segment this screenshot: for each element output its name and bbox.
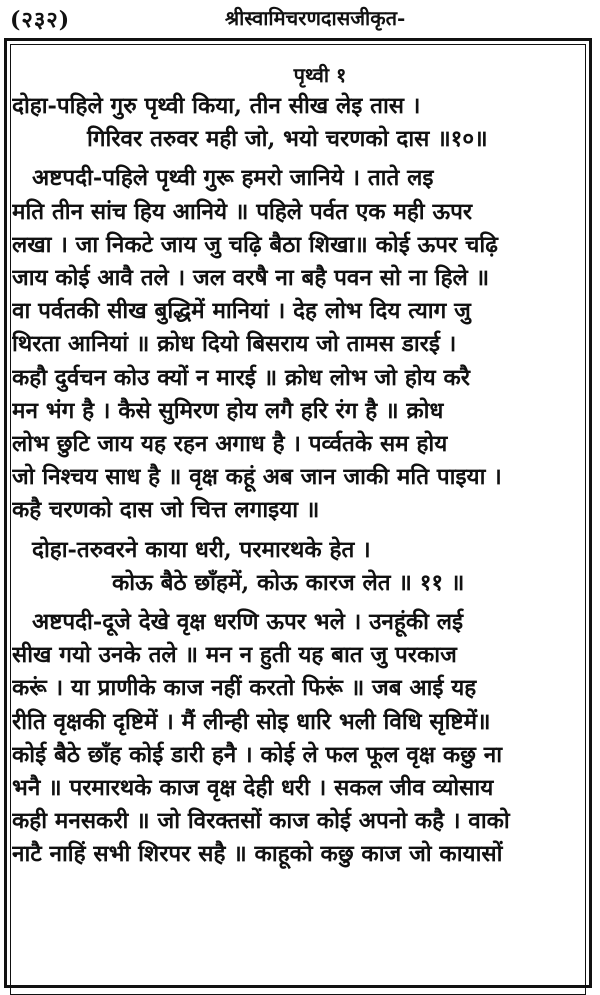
doha-block — [12, 90, 588, 156]
page-number: (२३२) — [10, 7, 71, 33]
text-line: दोहा-तरुवरने काया धरी, परमारथके हेत । — [32, 536, 371, 563]
ashtapadi-block — [12, 162, 588, 527]
text-line: कहै चरणको दास जो चित्त लगाइया ॥ — [12, 497, 320, 524]
text-line: कही मनसकरी ॥ जो विरक्तसों काज कोई अपनो कहै । वाको — [12, 808, 510, 835]
text-line: कहौ दुर्वचन कोउ क्यों न मारई ॥ क्रोध लोभ जो होय करै — [12, 364, 470, 391]
text-line: दोहा-पहिले गुरु पृथ्वी किया, तीन सीख लेइ तास । — [12, 93, 421, 119]
running-title: श्रीस्वामिचरणदासजीकृत- — [225, 6, 406, 30]
text-line: भनै ॥ परमारथके काज वृक्ष देही धरी । सकल जीव व्योसाय — [12, 775, 494, 802]
text-line: रीति वृक्षकी दृष्टिमें । मैं लीन्ही सोइ धारि भली विधि सृष्टिमें॥ — [12, 708, 491, 735]
text-line: गिरिवर तरुवर मही जो, भयो चरणको दास ॥१०॥ — [87, 126, 488, 153]
section-title: पृथ्वी १ — [293, 63, 347, 87]
text-line: अष्टपदी-दूजे देखे वृक्ष धरणि ऊपर भले । उनहूंकी लई — [32, 609, 464, 636]
text-line: कोऊ बैठे छाँहमें, कोऊ कारज लेत ॥ ११ ॥ — [112, 569, 465, 596]
text-line: नाटै नाहिं सभी शिरपर सहै ॥ काहूको कछु काज जो कायासों — [12, 841, 503, 868]
text-line: लोभ छुटि जाय यह रहन अगाध है । पर्व्वतके सम होय — [12, 431, 448, 458]
text-line: लखा । जा निकटे जाय जु चढ़ि बैठा शिखा॥ कोई ऊपर चढ़ि — [12, 231, 498, 258]
text-line: मन भंग है । कैसे सुमिरण होय लगै हरि रंग है ॥ क्रोध — [12, 397, 444, 424]
page-header — [0, 0, 600, 38]
text-line: कोई बैठे छाँह कोई डारी हनै । कोई ले फल फूल वृक्ष कछु ना — [12, 741, 503, 768]
page-content — [12, 60, 588, 872]
text-line: वा पर्वतकी सीख बुद्धिमें मानियां । देह लोभ दिय त्याग जु — [12, 298, 471, 325]
text-line: जाय कोई आवै तले । जल वरषै ना बहै पवन सो ना हिले ॥ — [12, 265, 490, 292]
text-line: थिरता आनियां ॥ क्रोध दियो बिसराय जो तामस डारई । — [12, 331, 457, 358]
text-line: मति तीन सांच हिय आनिये ॥ पहिले पर्वत एक मही ऊपर — [12, 198, 473, 225]
doha-block — [12, 534, 588, 600]
text-line: अष्टपदी-पहिले पृथ्वी गुरू हमरो जानिये । ताते लइ — [32, 165, 434, 192]
text-line: करूं । या प्राणीके काज नहीं करतो फिरूं ॥ जब आई यह — [12, 675, 477, 702]
text-line: जो निश्चय साध है ॥ वृक्ष कहूं अब जान जाकी मति पाइया । — [12, 464, 502, 491]
ashtapadi-block — [12, 606, 588, 872]
text-line: सीख गयो उनके तले ॥ मन न हुती यह बात जु परकाज — [12, 642, 457, 669]
